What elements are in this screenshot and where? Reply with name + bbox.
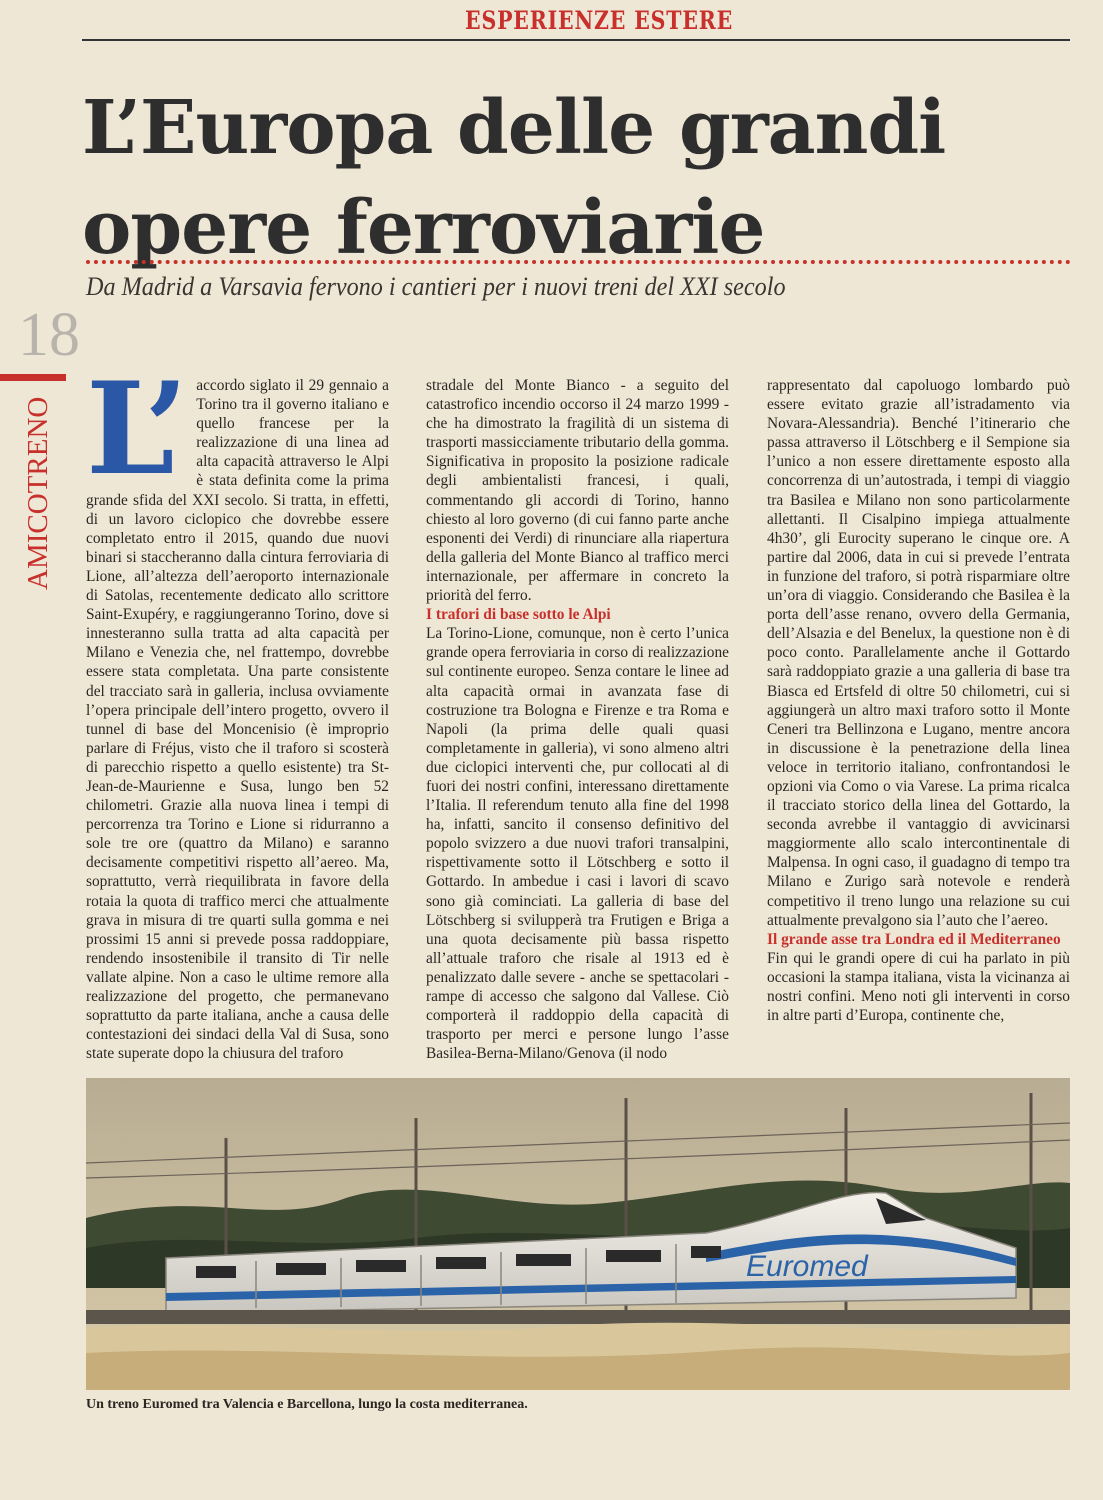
section-label: ESPERIENZE ESTERE (465, 6, 734, 35)
article-column-2 (426, 376, 729, 1063)
paragraph-2-continued: rappresentato dal capoluogo lombardo può essere evitato grazie all’istradamento via Novara-Alessandria). Benché l’itinerario che passa attraverso il Lötschberg e il Sempione sia l’unico a non essere direttamente esposto alla concorrenza di un’autostrada, i tempi di viaggio tra Basilea e Milano non sono particolarmente allettanti. Il Cisalpino impiega attualmente 4h30’, gli Eurocity superano le cinque ore. A partire dal 2006, data in cui si prevede l’entrata in funzione del traforo, si potrà risparmiare oltre un’ora di viaggio. Considerando che Basilea è la porta dell’asse renano, ovvero della Germania, dell’Alsazia e del Benelux, la questione non è di poco conto. Parallelamente anche il Gottardo sarà raddoppiato grazie a una galleria di base tra Biasca ed Ertsfeld di oltre 50 chilometri, cui si aggiungerà un altro maxi traforo sotto il Monte Ceneri tra Bellinzona e Lugano, mentre ancora in discussione è la penetrazione della linea veloce in territorio italiano, confrontandosi le opzioni via Como o via Varese. La prima ricalca il tracciato storico della linea del Gottardo, la seconda avrebbe il vantaggio di avvicinarsi maggiormente allo scalo intercontinentale di Malpensa. In ogni caso, il guadagno di tempo tra Milano e Zurigo sarà notevole e renderà competitivo il treno lungo una relazione su cui attualmente prevalgono sia l’auto che l’aereo. (767, 377, 1070, 929)
article-column-1 (86, 355, 389, 1063)
page-number: 18 (18, 301, 80, 369)
article-subtitle: Da Madrid a Varsavia fervono i cantieri per i nuovi treni del XXI secolo (86, 272, 786, 301)
subhead-trafori: I trafori di base sotto le Alpi (426, 606, 611, 624)
header-rule (82, 39, 1070, 41)
article-column-3 (767, 376, 1070, 1025)
paragraph-1-text: accordo siglato il 29 gennaio a Torino tra il governo italiano e quello francese per la realizzazione di una linea ad alta capacità attraverso le Alpi è stata definita come la prima grande sfida del XXI secolo. Si tratta, in effetti, di un lavoro ciclopico che dovrebbe essere completato entro il 2015, quando due nuovi binari si staccheranno dalla cintura ferroviaria di Lione, all’altezza dell’aeroporto internazionale di Satolas, recentemente dedicato allo scrittore Saint-Exupéry, e raggiungeranno Torino, dove si innesteranno sulla tratta ad alta capacità per Milano e Venezia che, nel frattempo, dovrebbe essere stata completata. Una parte consistente del tracciato sarà in galleria, inclusa ovviamente l’opera principale dell’intero progetto, ovvero il tunnel di base del Moncenisio (è improprio parlare di Fréjus, visto che il traforo si scosterà di parecchio rispetto a quello esistente) tra St-Jean-de-Maurienne e Susa, lungo ben 52 chilometri. Grazie alla nuova linea i tempi di percorrenza tra Torino e Lione si ridurranno a sole tre ore (quattro da Milano) e saranno decisamente competitivi rispetto all’aereo. Ma, soprattutto, verrà riequilibrata in favore della rotaia la quota di traffico merci che attualmente grava in misura di tre quarti sulla gomma e nei prossimi 15 anni si prevede possa raddoppiare, rendendo insostenibile il transito di Tir nelle vallate alpine. Non a caso le ultime remore alla realizzazione del progetto, che permanevano soprattutto da parte italiana, anche a causa delle contestazioni dei sindaci della Val di Susa, sono state superate dopo la chiusura del traforo (86, 377, 389, 1063)
magazine-name: AMICOTRENO (22, 396, 54, 590)
paragraph-1 (86, 355, 389, 1063)
dotted-divider (86, 260, 1071, 264)
paragraph-3: Fin qui le grandi opere di cui ha parlato in più occasioni la stampa italiana, vista la vicinanza ai nostri confini. Meno noti gli interventi in corso in altre parti d’Europa, continente che, (767, 949, 1070, 1025)
drop-cap: L’ (86, 355, 189, 503)
side-accent-bar (0, 374, 66, 381)
train-logo: Euromed (746, 1250, 868, 1283)
train-photo (86, 1078, 1070, 1390)
photo-caption: Un treno Euromed tra Valencia e Barcellona, lungo la costa mediterranea. (86, 1397, 528, 1412)
subhead-asse-londra: Il grande asse tra Londra ed il Mediterraneo (767, 930, 1061, 948)
paragraph-2: La Torino-Lione, comunque, non è certo l’unica grande opera ferroviaria in corso di realizzazione sul continente europeo. Senza contare le linee ad alta capacità ormai in avanzata fase di costruzione tra Bologna e Firenze e tra Roma e Napoli (la prima delle quali quasi completamente in galleria), vi sono almeno altri due ciclopici interventi che, pur collocati al di fuori dei nostri confini, interessano direttamente l’Italia. Il referendum tenuto alla fine del 1998 ha, infatti, sancito il consenso definitivo del popolo svizzero a due nuovi trafori transalpini, rispettivamente sotto il Lötschberg e sotto il Gottardo. In ambedue i casi i lavori di scavo sono già cominciati. La galleria di base del Lötschberg si svilupperà tra Frutigen e Briga a una quota decisamente più bassa rispetto all’attuale traforo che risale al 1913 ed è penalizzato dalle severe - anche se spettacolari - rampe di accesso che salgono dal Vallese. Ciò comporterà il raddoppio della capacità di trasporto per merci e persone lungo l’asse Basilea-Berna-Milano/Genova (il nodo (426, 625, 729, 1063)
article-title: L’Europa delle grandi opere ferroviarie (82, 85, 946, 271)
paragraph-1-continued: stradale del Monte Bianco - a seguito del catastrofico incendio occorso il 24 marzo 1999 - che ha dimostrato la fragilità di un sistema di trasporti massicciamente tributario della gomma. Significativa in proposito la posizione radicale degli ambientalisti francesi, i quali, commentando gli accordi di Torino, hanno chiesto al loro governo (di cui fanno parte anche esponenti dei Verdi) di rinunciare alla riapertura della galleria del Monte Bianco al traffico merci internazionale, per affermare in concreto la priorità del ferro. (426, 377, 729, 605)
euromed-train-illustration (86, 1078, 1070, 1390)
